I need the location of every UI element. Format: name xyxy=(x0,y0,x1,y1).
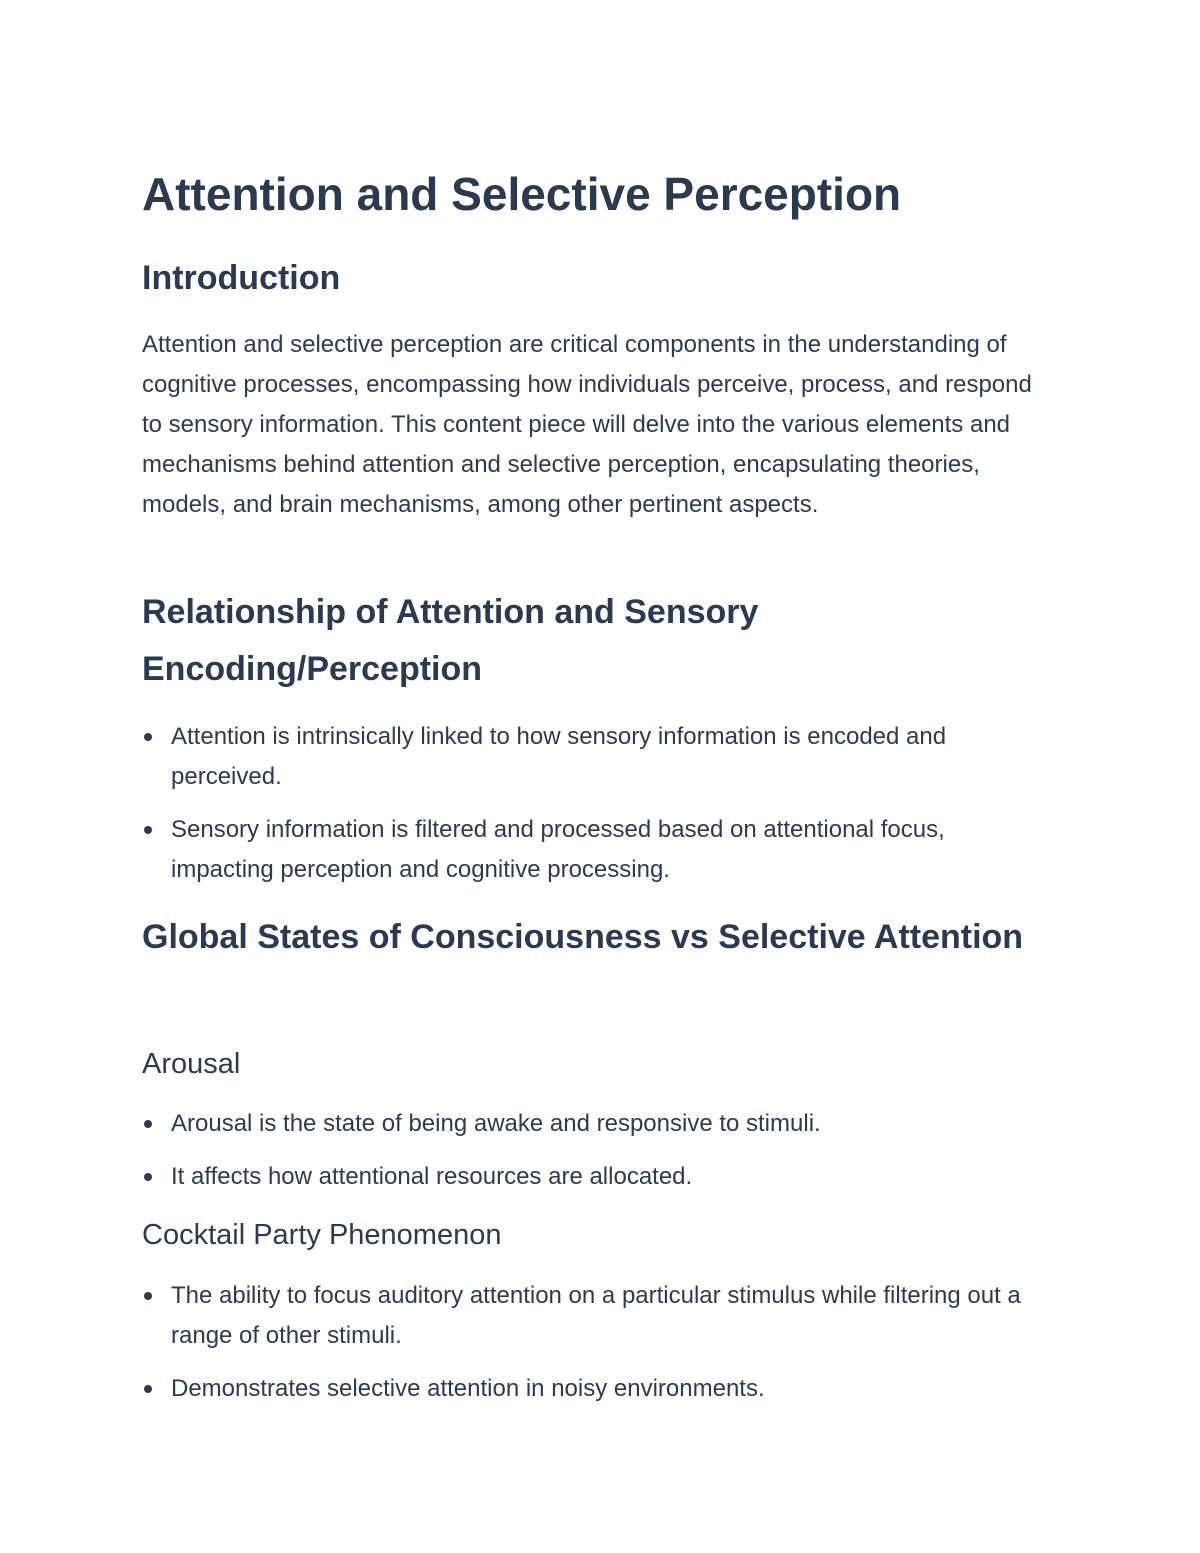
list-item-text: Demonstrates selective attention in noisy environments. xyxy=(171,1375,765,1402)
list-item xyxy=(142,717,1042,797)
subsection-heading-cocktail-party: Cocktail Party Phenomenon xyxy=(142,1219,502,1251)
bullet-icon xyxy=(144,1120,152,1128)
introduction-paragraph: Attention and selective perception are critical components in the understanding of cognitive processes, encompassing how individuals perceive, process, and respond to sensory information. This content piece will delve into the various elements and mechanisms behind attention and selective perception, encapsulating theories, models, and brain mechanisms, among other pertinent aspects. xyxy=(142,331,1032,518)
cocktail-party-list xyxy=(142,1276,1042,1409)
bullet-icon xyxy=(144,1292,152,1300)
section-heading-global-states: Global States of Consciousness vs Selective Attention xyxy=(142,918,1024,956)
list-item-text: Arousal is the state of being awake and responsive to stimuli. xyxy=(171,1110,821,1137)
bullet-icon xyxy=(144,1385,152,1393)
bullet-icon xyxy=(144,826,152,834)
list-item-text: Sensory information is filtered and processed based on attentional focus, impacting perception and cognitive processing. xyxy=(171,816,945,883)
list-item-text: Attention is intrinsically linked to how sensory information is encoded and perceived. xyxy=(171,723,947,790)
document-title: Attention and Selective Perception xyxy=(142,168,902,220)
arousal-list xyxy=(142,1104,1042,1197)
list-item-text: The ability to focus auditory attention on a particular stimulus while filtering out a range of other stimuli. xyxy=(171,1282,1021,1349)
relationship-list xyxy=(142,717,1042,890)
section-heading-relationship: Relationship of Attention and Sensory Encoding/Perception xyxy=(142,593,759,688)
list-item-text: It affects how attentional resources are allocated. xyxy=(171,1163,693,1190)
list-item xyxy=(142,1369,1042,1409)
bullet-icon xyxy=(144,733,152,741)
list-item xyxy=(142,1276,1042,1356)
section-heading-introduction: Introduction xyxy=(142,259,341,297)
list-item xyxy=(142,1157,1042,1197)
list-item xyxy=(142,810,1042,890)
bullet-icon xyxy=(144,1173,152,1181)
subsection-heading-arousal: Arousal xyxy=(142,1048,241,1080)
list-item xyxy=(142,1104,1042,1144)
